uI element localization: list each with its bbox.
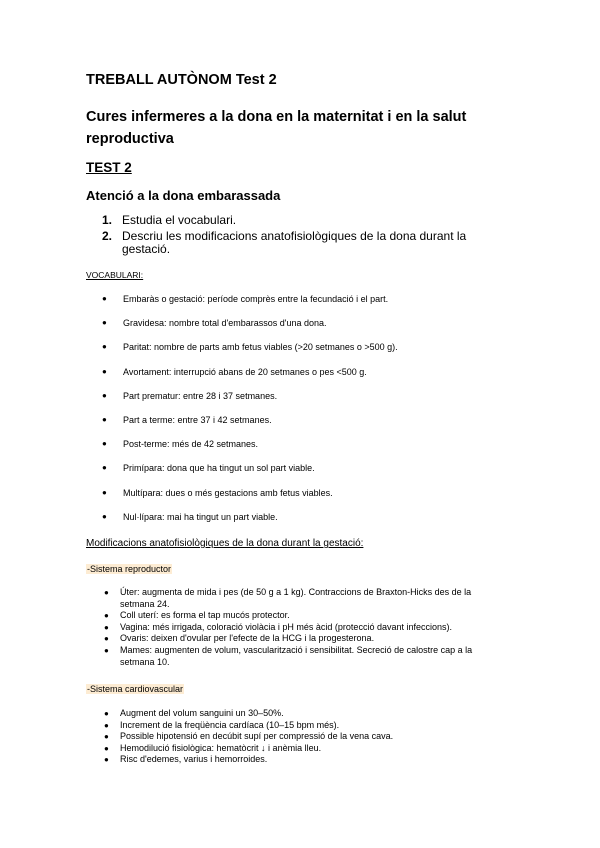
list-item-text: Ovaris: deixen d'ovular per l'efecte de la HCG i la progesterona. [120,633,375,644]
bullet-icon: ● [104,588,109,597]
task-text: Estudia el vocabulari. [122,213,237,227]
bullet-icon: ● [104,645,109,655]
vocab-item [100,488,520,512]
list-item-text: Coll uterí: es forma el tap mucós protector. [120,610,290,621]
list-item-text: Augment del volum sanguini un 30–50%. [120,708,284,718]
list-item-text: Úter: augmenta de mida i pes (de 50 g a 1 kg). Contraccions de Braxton-Hicks des de la setmana 24. [120,587,472,609]
vocab-text: Primípara: dona que ha tingut un sol part viable. [123,463,315,474]
list-item [102,622,502,634]
bullet-icon: ● [102,318,107,328]
bullet-icon: ● [102,414,107,424]
task-item [102,214,502,227]
task-text: Descriu les modificacions anatofisiològiques de la dona durant la gestació. [122,229,467,256]
vocab-item [100,367,520,391]
bullet-icon: ● [104,611,109,621]
vocab-text: Post-terme: més de 42 setmanes. [123,439,259,450]
list-item [102,720,502,732]
list-item-text: Hemodilució fisiològica: hematòcrit ↓ i anèmia lleu. [120,742,322,753]
vocab-item [100,512,520,536]
test-heading: TEST 2 [86,160,132,175]
list-item-text: Mames: augmenten de volum, vascularització i sensibilitat. Secreció de calostre cap a la setmana 10. [120,644,473,667]
vocab-text: Avortament: interrupció abans de 20 setmanes o pes <500 g. [123,366,367,377]
vocab-text: Nul·lípara: mai ha tingut un part viable. [123,511,278,522]
vocab-text: Part prematur: entre 28 i 37 setmanes. [123,390,278,401]
vocab-item [100,318,520,342]
task-list [102,214,502,259]
vocab-item [100,415,520,439]
bullet-icon: ● [102,463,107,473]
vocab-item [100,439,520,463]
list-item [102,731,502,743]
system-heading-reproductive: -Sistema reproductor [87,564,172,574]
vocab-text: Multípara: dues o més gestacions amb fetus viables. [123,487,333,498]
vocab-text: Part a terme: entre 37 i 42 setmanes. [123,414,272,425]
task-item [102,230,502,256]
vocab-list [100,294,520,536]
list-item-text: Possible hipotensió en decúbit supí per compressió de la vena cava. [120,731,394,742]
list-item [102,645,502,668]
section-heading: Atenció a la dona embarassada [86,188,281,203]
list-item [102,610,502,622]
bullet-icon: ● [104,720,109,730]
vocab-item [100,342,520,366]
list-item [102,754,502,766]
bullet-icon: ● [104,622,109,632]
cardiovascular-list [102,708,502,766]
bullet-icon: ● [102,390,107,400]
document-title: TREBALL AUTÒNOM Test 2 [86,72,277,88]
bullet-icon: ● [102,294,107,303]
bullet-icon: ● [102,487,107,497]
bullet-icon: ● [104,732,109,742]
bullet-icon: ● [104,709,109,718]
task-number: 1. [102,213,113,227]
modifications-heading: Modificacions anatofisiològiques de la dona durant la gestació: [86,538,364,549]
vocab-item [100,391,520,415]
list-item-text: Increment de la freqüència cardíaca (10–15 bpm més). [120,719,340,730]
document-subtitle: Cures infermeres a la dona en la maternitat i en la salut reproductiva [86,109,467,147]
bullet-icon: ● [104,634,109,644]
bullet-icon: ● [102,342,107,352]
vocab-heading: VOCABULARI: [86,270,144,280]
bullet-icon: ● [102,366,107,376]
vocab-item [100,294,520,318]
vocab-text: Embaràs o gestació: període comprès entre la fecundació i el part. [123,294,389,304]
bullet-icon: ● [104,755,109,765]
vocab-text: Gravidesa: nombre total d'embarassos d'una dona. [123,318,327,329]
list-item [102,743,502,755]
list-item [102,587,502,610]
vocab-item [100,463,520,487]
system-heading-cardiovascular: -Sistema cardiovascular [87,684,184,694]
bullet-icon: ● [102,439,107,449]
list-item [102,633,502,645]
list-item [102,708,502,720]
bullet-icon: ● [104,743,109,753]
bullet-icon: ● [102,511,107,521]
list-item-text: Vagina: més irrigada, coloració violàcia i pH més àcid (protecció davant infeccions). [120,621,452,632]
list-item-text: Risc d'edemes, varius i hemorroides. [120,754,268,765]
task-number: 2. [102,229,113,243]
vocab-text: Paritat: nombre de parts amb fetus viables (>20 setmanes o >500 g). [123,342,398,353]
reproductive-list [102,587,502,668]
